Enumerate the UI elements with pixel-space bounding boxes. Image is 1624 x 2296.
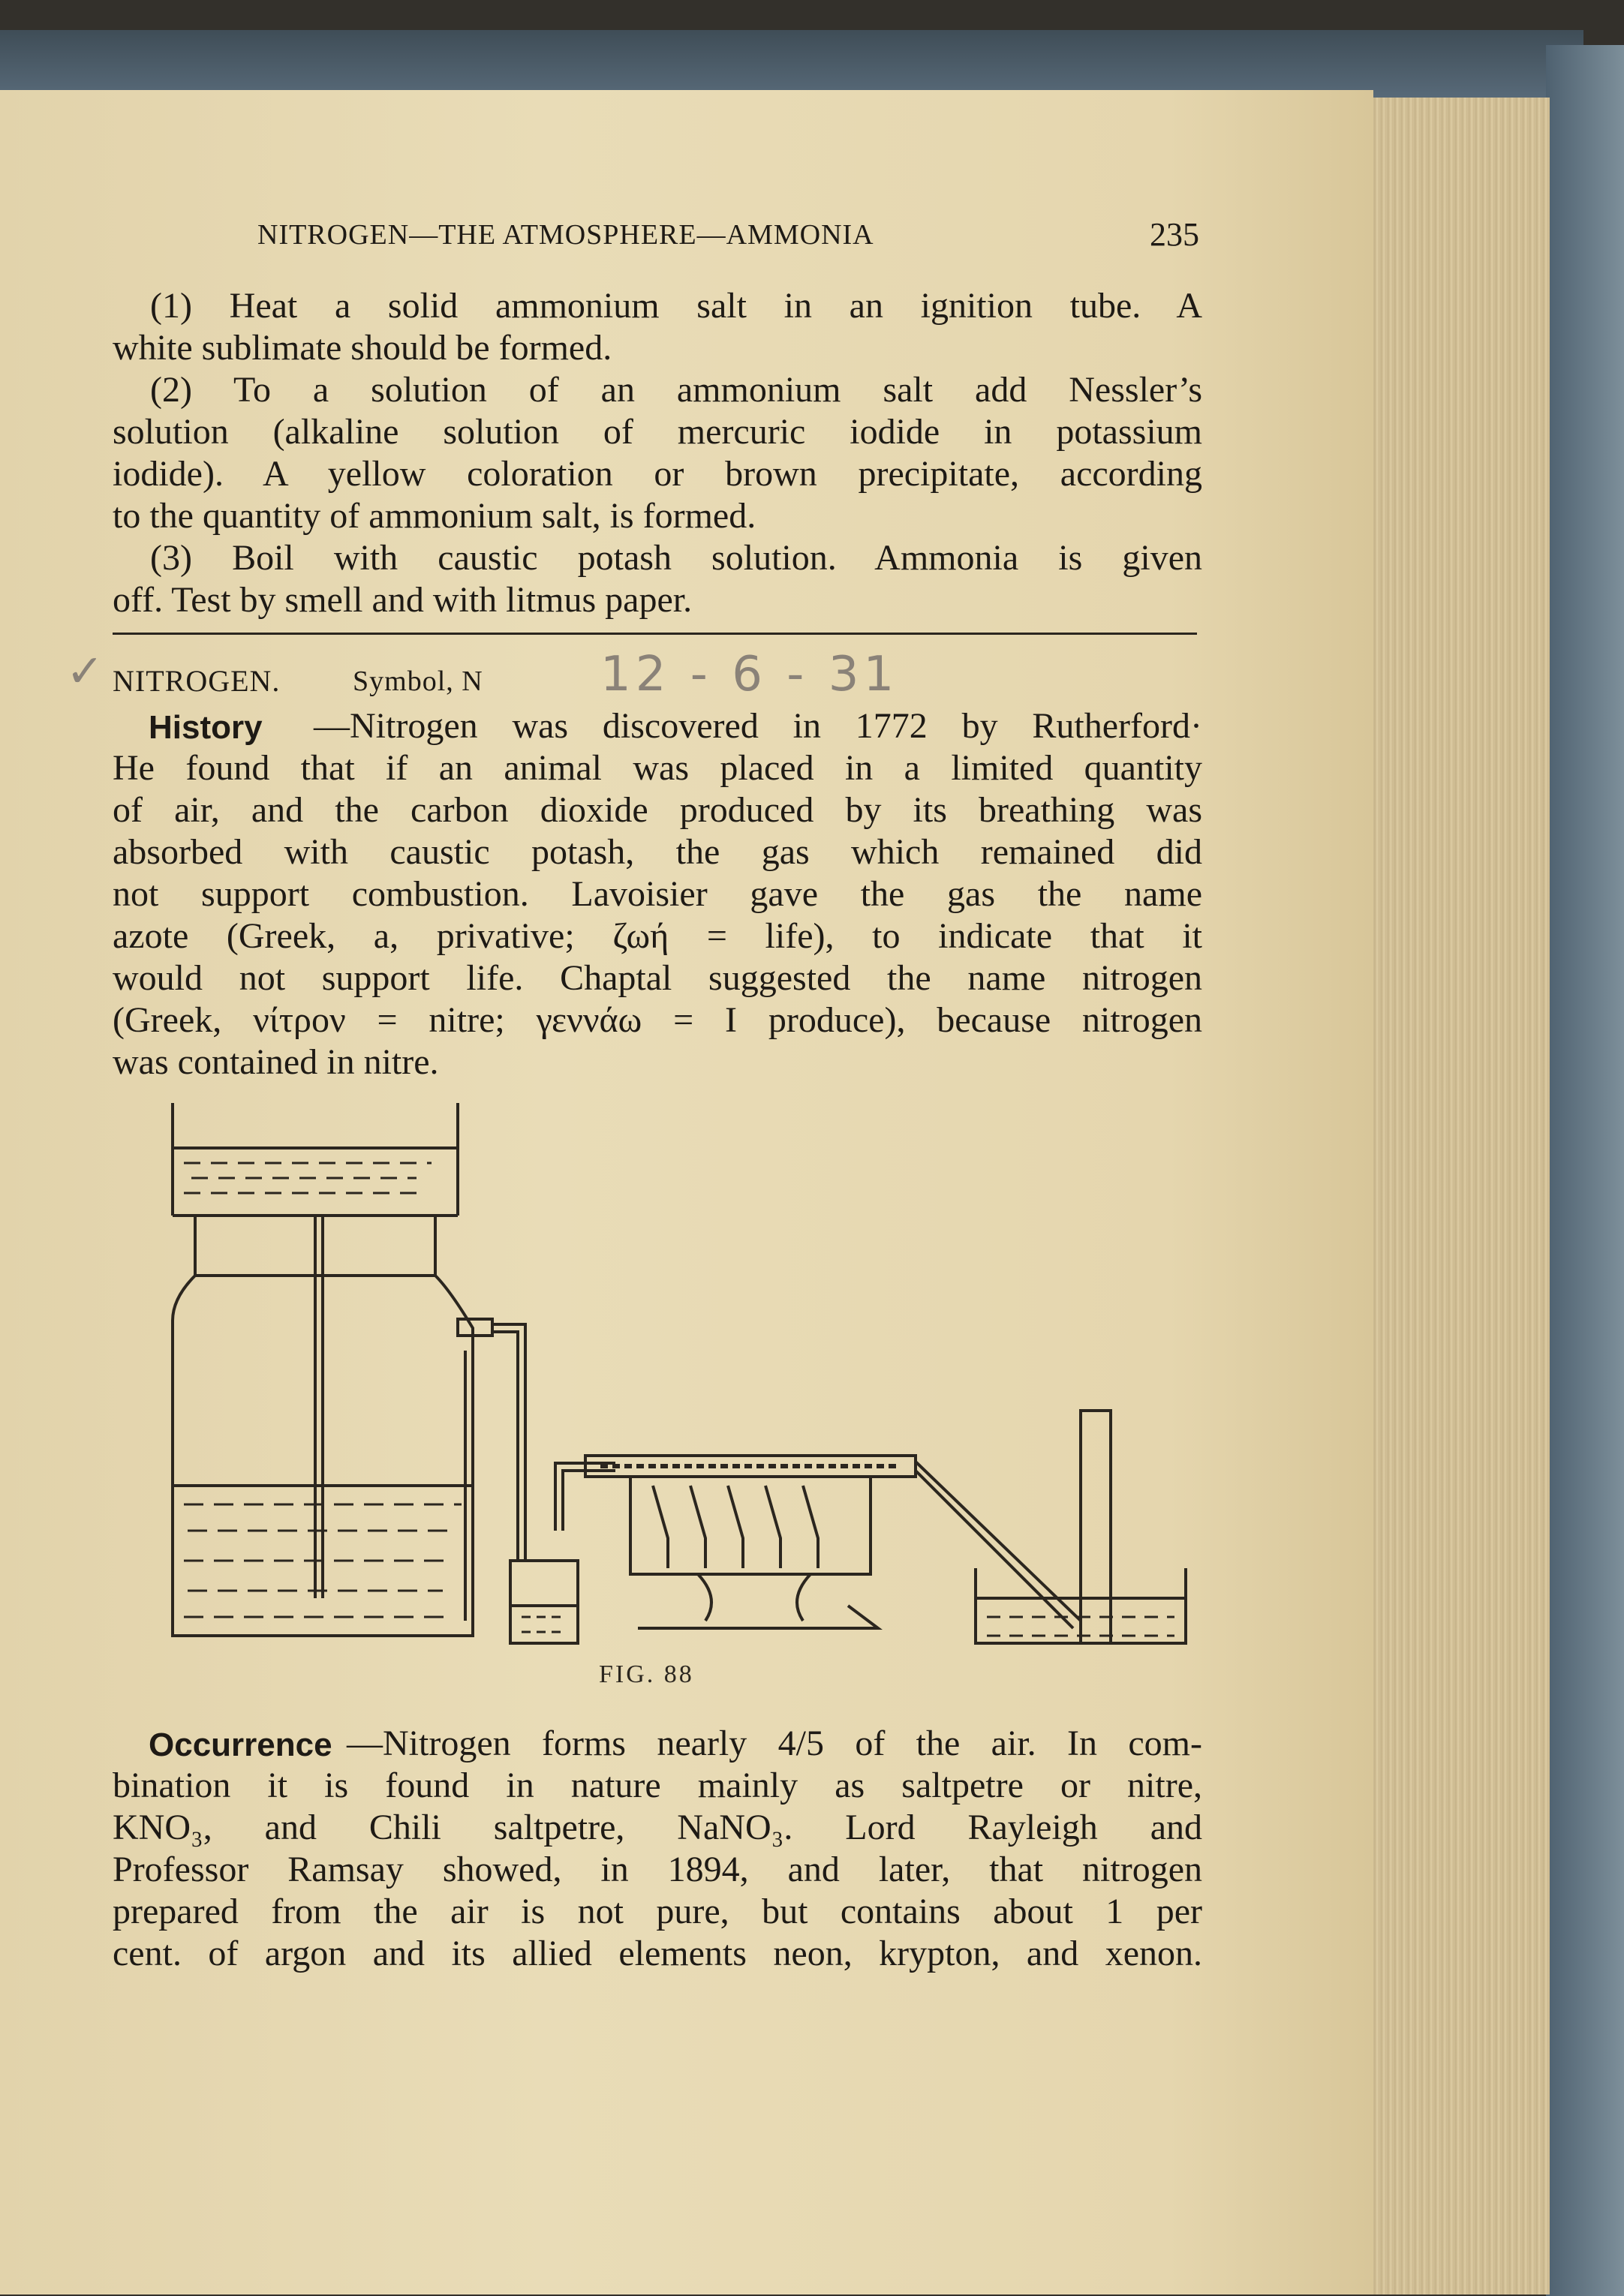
occurrence-line-5: prepared from the air is not pure, but contains about 1 per: [113, 1892, 1202, 1931]
water-reservoir: [173, 1103, 458, 1216]
history-line-1: —Nitrogen was discovered in 1772 by Rutherford·: [314, 706, 1202, 746]
history-line-6: azote (Greek, a, privative; ζωή = life), to indicate that it: [113, 916, 1202, 956]
history-line-9: was contained in nitre.: [113, 1042, 439, 1082]
history-line-4: absorbed with caustic potash, the gas which remained did: [113, 832, 1202, 872]
occurrence-line-1: —Nitrogen forms nearly 4/5 of the air. In com-: [347, 1724, 1202, 1763]
apparatus-figure: [150, 1080, 1201, 1651]
section-symbol: Symbol, N: [353, 666, 483, 697]
test-1-line-2: white sublimate should be formed.: [113, 328, 612, 368]
test-2-line-2: solution (alkaline solution of mercuric iodide in potassium: [113, 412, 1202, 452]
bottle-neck: [195, 1216, 435, 1598]
test-1-line-1: (1) Heat a solid ammonium salt in an ignition tube. A: [150, 286, 1202, 326]
page-edges: [1366, 98, 1550, 2294]
section-title: NITROGEN.: [113, 664, 281, 698]
delivery-tube: [458, 1319, 615, 1621]
history-line-7: would not support life. Chaptal suggested the name nitrogen: [113, 958, 1202, 998]
occurrence-line-3: KNO₃, and Chili saltpetre, NaNO₃. Lord Rayleigh and: [113, 1808, 1202, 1847]
test-2-line-1: (2) To a solution of an ammonium salt add Nessler’s: [150, 370, 1202, 410]
book-cover-spine: [1546, 45, 1624, 2296]
wash-bottle: [510, 1561, 578, 1643]
occurrence-heading: Occurrence: [149, 1727, 332, 1763]
history-line-2: He found that if an animal was placed in a limited quantity: [113, 748, 1202, 788]
figure-caption: FIG. 88: [599, 1660, 694, 1688]
page-number: 235: [1150, 216, 1199, 253]
section-rule: [113, 633, 1197, 635]
test-2-line-3: iodide). A yellow coloration or brown precipitate, according: [113, 454, 1202, 494]
history-line-3: of air, and the carbon dioxide produced by its breathing was: [113, 790, 1202, 830]
occurrence-line-6: cent. of argon and its allied elements neon, krypton, and xenon.: [113, 1934, 1202, 1973]
test-3-line-2: off. Test by smell and with litmus paper.: [113, 580, 693, 620]
running-head: NITROGEN—THE ATMOSPHERE—AMMONIA: [257, 219, 874, 251]
history-heading: History: [149, 709, 263, 746]
handwritten-date: 12 - 6 - 31: [600, 647, 899, 702]
collecting-trough: [916, 1411, 1186, 1643]
occurrence-line-2: bination it is found in nature mainly as saltpetre or nitre,: [113, 1766, 1202, 1805]
handwritten-tick: ✓: [66, 645, 104, 698]
test-3-line-1: (3) Boil with caustic potash solution. Ammonia is given: [150, 538, 1202, 578]
history-line-8: (Greek, νίτρον = nitre; γεννάω = I produce), because nitrogen: [113, 1000, 1202, 1040]
occurrence-line-4: Professor Ramsay showed, in 1894, and later, that nitrogen: [113, 1850, 1202, 1889]
history-line-5: not support combustion. Lavoisier gave the gas the name: [113, 874, 1202, 914]
test-2-line-4: to the quantity of ammonium salt, is formed.: [113, 496, 756, 536]
combustion-tube: [585, 1456, 916, 1628]
